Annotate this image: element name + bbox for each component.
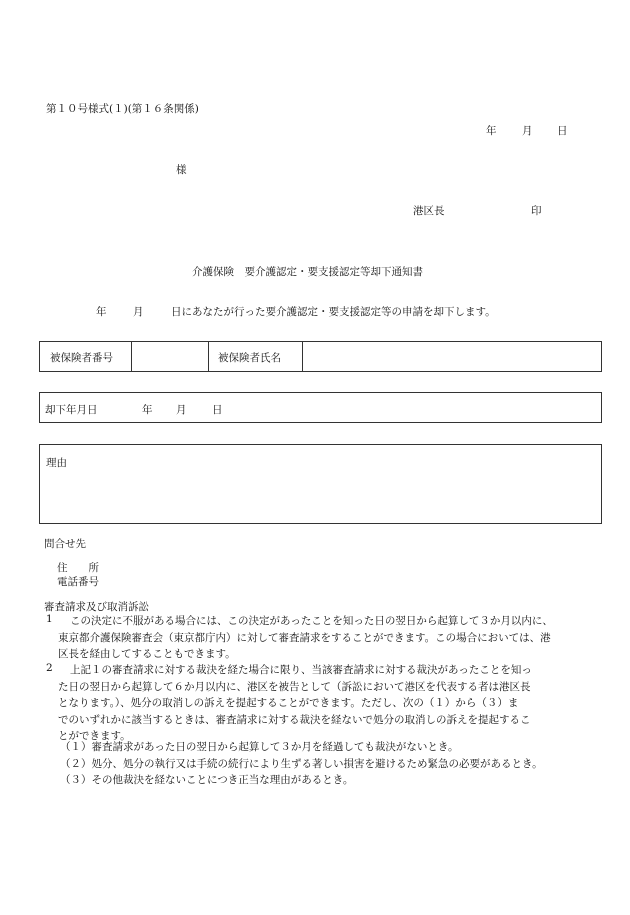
insured-name-label: 被保険者氏名 <box>218 352 281 364</box>
appeal-heading: 審査請求及び取消訴訟 <box>44 601 149 613</box>
reason-label: 理由 <box>46 457 67 469</box>
appeal-item-2-line: でのいずれかに該当するときは、審査請求に対する裁決を経ないで処分の取消しの訴えを提起するこ <box>58 713 531 726</box>
cell-divider <box>208 342 209 371</box>
statement-year: 年 <box>96 306 107 318</box>
appeal-item-2-line: た日の翌日から起算して６か月以内に、港区を被告として（訴訟において港区を代表する者は港区長 <box>58 680 531 693</box>
appeal-item-2-line: となります。）、処分の取消しの訴えを提起することができます。ただし、次の（１）から（３）ま <box>58 697 519 709</box>
statement-month: 月 <box>133 306 144 318</box>
form-number: 第１０号様式(１)(第１６条関係) <box>46 103 199 115</box>
appeal-subitem: （３）その他裁決を経ないことにつき正当な理由があるとき。 <box>60 774 354 786</box>
appeal-item-1-line: 区長を経由してすることもできます。 <box>58 648 236 660</box>
appeal-item-2-line: 上記１の審査請求に対する裁決を経た場合に限り、当該審査請求に対する裁決があったことを知っ <box>70 664 532 676</box>
appeal-item-1 <box>58 613 553 663</box>
appeal-item-2-number: 2 <box>46 662 53 674</box>
insured-info-table <box>39 341 602 372</box>
rejection-date-box <box>39 392 602 423</box>
contact-heading: 問合せ先 <box>44 538 86 550</box>
appeal-item-1-line: この決定に不服がある場合には、この決定があったことを知った日の翌日から起算して３か月以内に、 <box>70 615 553 627</box>
issuer-name: 港区長 <box>413 205 445 217</box>
contact-address-label: 住 所 <box>57 562 99 574</box>
cell-divider <box>302 342 303 371</box>
document-title: 介護保険 要介護認定・要支援認定等却下通知書 <box>192 266 423 278</box>
rejection-year: 年 <box>142 404 153 416</box>
appeal-item-1-number: 1 <box>46 613 53 625</box>
appeal-item-2 <box>58 662 532 745</box>
cell-divider <box>131 342 132 371</box>
appeal-item-1-line: 東京都介護保険審査会（東京都庁内）に対して審査請求をすることができます。この場合においては、港 <box>58 631 551 644</box>
rejection-date-label: 却下年月日 <box>45 404 98 416</box>
statement-text: 日にあなたが行った要介護認定・要支援認定等の申請を却下します。 <box>171 306 496 318</box>
recipient-suffix: 様 <box>176 164 187 176</box>
rejection-day: 日 <box>212 404 223 416</box>
appeal-item-2-line: とができます。 <box>58 730 131 742</box>
date-month: 月 <box>522 125 533 137</box>
rejection-month: 月 <box>176 404 187 416</box>
appeal-subitems <box>60 739 543 789</box>
appeal-subitem: （１）審査請求があった日の翌日から起算して３か月を経過しても裁決がないとき。 <box>60 741 459 753</box>
insured-number-label: 被保険者番号 <box>50 352 113 364</box>
reason-box <box>39 444 602 524</box>
contact-phone-label: 電話番号 <box>57 576 99 588</box>
seal-mark: 印 <box>531 205 542 217</box>
appeal-subitem: （２）処分、処分の執行又は手続の続行により生ずる著しい損害を避けるため緊急の必要があるとき。 <box>60 757 543 770</box>
date-year: 年 <box>486 125 497 137</box>
date-day: 日 <box>557 125 568 137</box>
